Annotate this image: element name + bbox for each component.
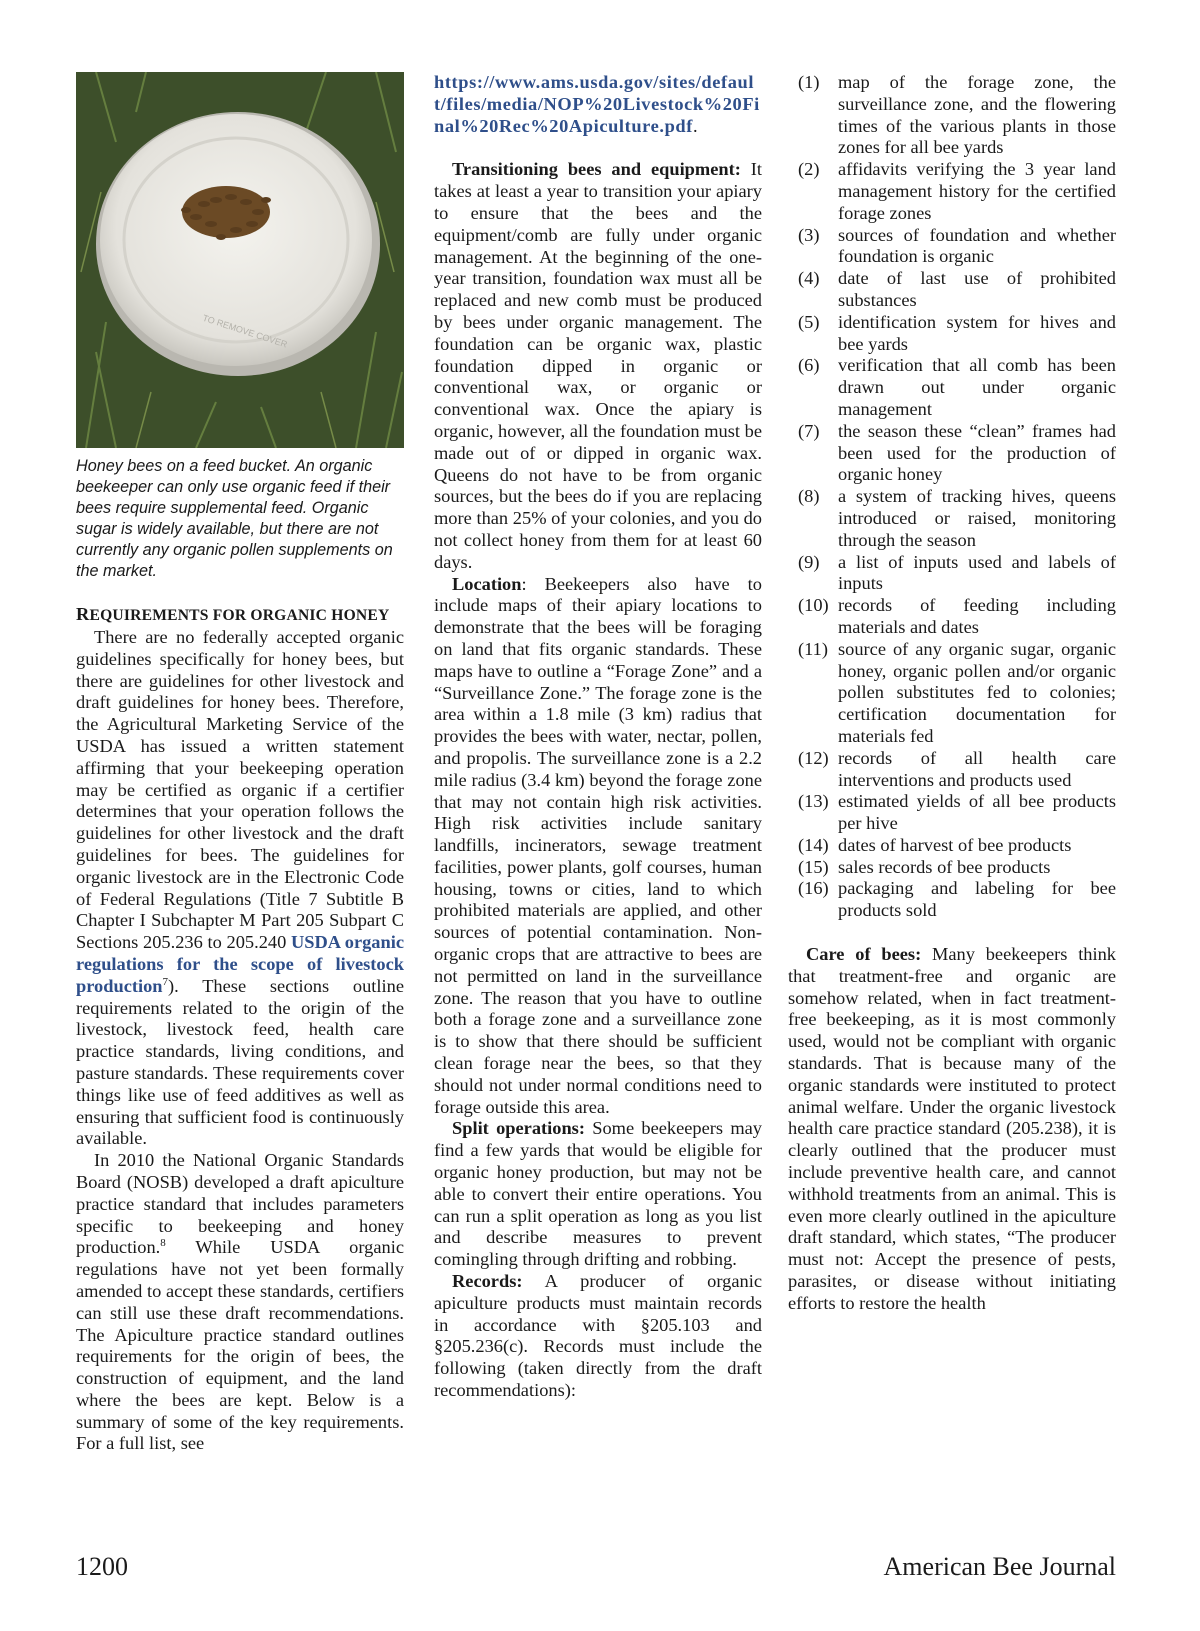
section-heading-requirements: REQUIREMENTS FOR ORGANIC HONEY <box>76 604 390 624</box>
paragraph-care-of-bees: Care of bees: Many beekeepers think that treatment-free and organic are somehow related, when in fact treatment-free beekeeping, as it is most commonly used, would not be compliant with organic standards. That is because many of the organic standards were instituted to protect animal welfare. Under the organic livestock health care practice standard (205.238), it is clearly outlined that the producer must include preventive health care, and cannot withhold treatments from an animal. This is even more clearly outlined in the apiculture draft standard, which states, “The producer must not: Accept the presence of pests, parasites, or disease without initiating efforts to restore the health <box>788 944 1116 1313</box>
list-item-text: sales records of bee products <box>838 856 1051 877</box>
paragraph-split-operations: Split operations: Some beekeepers may find a few yards that would be eligible for organic honey production, but may not be able to convert their entire operations. You can run a split operation as long as you list and describe measures to prevent comingling through drifting and robbing. <box>434 1118 762 1270</box>
list-item-text: source of any organic sugar, organic honey, organic pollen and/or organic pollen substitutes fed to colonies; certification documentation for materials fed <box>838 638 1116 746</box>
list-item-text: sources of foundation and whether foundation is organic <box>838 224 1116 267</box>
list-item-number: (8) <box>798 486 820 507</box>
list-item-text: affidavits verifying the 3 year land management history for the certified forage zones <box>838 159 1116 223</box>
list-item-text: map of the forage zone, the surveillance zone, and the flowering times of the various plants in those zones for all bee yards <box>838 72 1116 158</box>
list-item-text: verification that all comb has been drawn out under organic management <box>838 355 1116 419</box>
label-location: Location <box>452 573 522 594</box>
list-item-text: a system of tracking hives, queens introduced or raised, monitoring through the season <box>838 486 1116 550</box>
list-item-number: (11) <box>798 638 828 659</box>
records-list-item <box>788 791 1116 835</box>
lid-embossed-text: TO REMOVE COVER <box>201 312 289 350</box>
column-2 <box>434 72 762 1402</box>
column-3 <box>788 72 1116 1315</box>
list-item-text: records of all health care interventions and products used <box>838 747 1116 790</box>
list-item-text: packaging and labeling for bee products sold <box>838 878 1116 921</box>
records-list-item <box>788 486 1116 551</box>
footnote-8: 8 <box>160 1237 166 1250</box>
list-item-text: a list of inputs used and labels of inputs <box>838 551 1116 594</box>
records-list-item <box>788 225 1116 269</box>
usda-regulations-link[interactable]: USDA organic regulations for the scope of livestock production <box>76 932 404 996</box>
list-item-number: (6) <box>798 355 820 376</box>
list-item-number: (7) <box>798 420 820 441</box>
list-item-number: (14) <box>798 834 829 855</box>
records-list-item <box>788 159 1116 224</box>
records-list <box>788 72 1116 922</box>
paragraph-location: Location: Beekeepers also have to include maps of their apiary locations to demonstrate that the bees will be foraging on land that fits organic standards. These maps have to outline a “Forage Zone” and a “Surveillance Zone.” The forage zone is the area within a 1.8 mile (3 km) radius that provides the bees with water, nectar, pollen, and propolis. The surveillance zone is a 2.2 mile radius (3.4 km) beyond the forage zone that may not contain high risk activities. High risk activities include sanitary landfills, incinerators, sewage treatment facilities, power plants, golf courses, human housing, towns or cities, land to which prohibited materials are applied, and other sources of potential contamination. Non-organic crops that are attractive to bees are not permitted on land in the surveillance zone. The reason that you have to outline both a forage zone and a surveillance zone is to show that there should be sufficient clean forage near the bees, so that they should not under normal conditions need to forage outside this area. <box>434 573 762 1117</box>
paragraph-requirements-1: There are no federally accepted organic guidelines specifically for honey bees, but there are guidelines for other livestock and draft guidelines for honey bees. Therefore, the Agricultural Marketing Service of the USDA has issued a written statement affirming that your beekeeping operation may be certified as organic if a certifier determines that your operation follows the guidelines for other livestock and the draft guidelines for bees. The guidelines for organic livestock are in the Electronic Code of Federal Regulations (Title 7 Subtitle B Chapter I Subchapter M Part 205 Subpart C Sections 205.236 to 205.240 USDA organic regulations for the scope of livestock production$^7$). These sections outline requirements related to the origin of the livestock, livestock feed, health care practice standards, living conditions, and pasture standards. These requirements cover things like use of feed additives as well as ensuring that sufficient food is continuously available. <box>76 627 404 1149</box>
bee-feed-bucket-photo <box>76 72 404 448</box>
paragraph-url-continuation: https://www.ams.usda.gov/sites/default/files/media/NOP%20Livestock%20Final%20Rec%20Apiculture.pdf. <box>434 72 760 136</box>
list-item-number: (2) <box>798 159 820 180</box>
paragraph-transitioning: Transitioning bees and equipment: It takes at least a year to transition your apiary to ensure that the bees and the equipment/comb are fully under organic management. At the beginning of the one-year transition, foundation wax must all be replaced and new comb must be produced by bees under organic management. The foundation can be organic wax, plastic foundation dipped in organic or conventional wax, or organic or conventional wax. Once the apiary is organic, however, all the foundation must be made out of or dipped in organic wax. Queens do not have to be from organic sources, but the bees do if you are replacing more than 25% of your colonies, and you do not collect honey from them for at least 60 days. <box>434 159 762 572</box>
list-item-number: (10) <box>798 595 829 616</box>
label-transitioning: Transitioning bees and equipment: <box>452 159 741 180</box>
records-list-item <box>788 312 1116 356</box>
list-item-text: records of feeding including materials and dates <box>838 595 1116 637</box>
list-item-number: (16) <box>798 878 829 899</box>
list-item-number: (15) <box>798 856 829 877</box>
journal-name: American Bee Journal <box>883 1552 1116 1581</box>
records-list-item <box>788 268 1116 312</box>
label-care-of-bees: Care of bees: <box>806 944 922 965</box>
label-split-operations: Split operations: <box>452 1118 585 1139</box>
list-item-number: (4) <box>798 268 820 289</box>
records-list-item <box>788 552 1116 596</box>
column-1 <box>76 72 404 1455</box>
list-item-text: estimated yields of all bee products per hive <box>838 791 1116 834</box>
list-item-number: (13) <box>798 791 829 812</box>
list-item-number: (3) <box>798 224 820 245</box>
paragraph-records: Records: A producer of organic apiculture products must maintain records in accordance with §205.103 and §205.236(c). Records must include the following (taken directly from the draft recommendations): <box>434 1271 762 1401</box>
records-list-item <box>788 748 1116 792</box>
paragraph-requirements-2: In 2010 the National Organic Standards Board (NOSB) developed a draft apiculture practice standard that includes parameters specific to beekeeping and honey production.$^8$ While USDA organic regulations have not yet been formally amended to accept these standards, certifiers can still use these draft recommendations. The Apiculture practice standard outlines requirements for the origin of bees, the construction of equipment, and the land where the bees are kept. Below is a summary of some of the key requirements. For a full list, see <box>76 1150 404 1454</box>
list-item-text: identification system for hives and bee yards <box>838 311 1116 354</box>
footnote-7: 7 <box>162 975 169 988</box>
list-item-number: (5) <box>798 311 820 332</box>
records-list-item <box>788 355 1116 420</box>
list-item-number: (12) <box>798 747 829 768</box>
records-list-item <box>788 639 1116 748</box>
photo-caption: Honey bees on a feed bucket. An organic beekeeper can only use organic feed if their bees require supplemental feed. Organic sugar is widely available, but there are not currently any organic pollen supplements on the market. <box>76 457 393 580</box>
apiculture-recommendations-link[interactable]: https://www.ams.usda.gov/sites/default/files/media/NOP%20Livestock%20Final%20Rec%20Apiculture.pdf <box>434 72 760 136</box>
list-item-number: (1) <box>798 72 820 92</box>
records-list-item <box>788 421 1116 486</box>
list-item-text: dates of harvest of bee products <box>838 834 1072 855</box>
records-list-item <box>788 835 1116 857</box>
page-number: 1200 <box>76 1552 128 1581</box>
list-item-text: the season these “clean” frames had been used for the production of organic honey <box>838 420 1116 485</box>
list-item-number: (9) <box>798 551 820 572</box>
records-list-item <box>788 595 1116 639</box>
records-list-item <box>788 857 1116 879</box>
records-list-item <box>788 72 1116 159</box>
list-item-text: date of last use of prohibited substances <box>838 268 1116 310</box>
records-list-item <box>788 878 1116 922</box>
label-records: Records: <box>452 1271 523 1292</box>
